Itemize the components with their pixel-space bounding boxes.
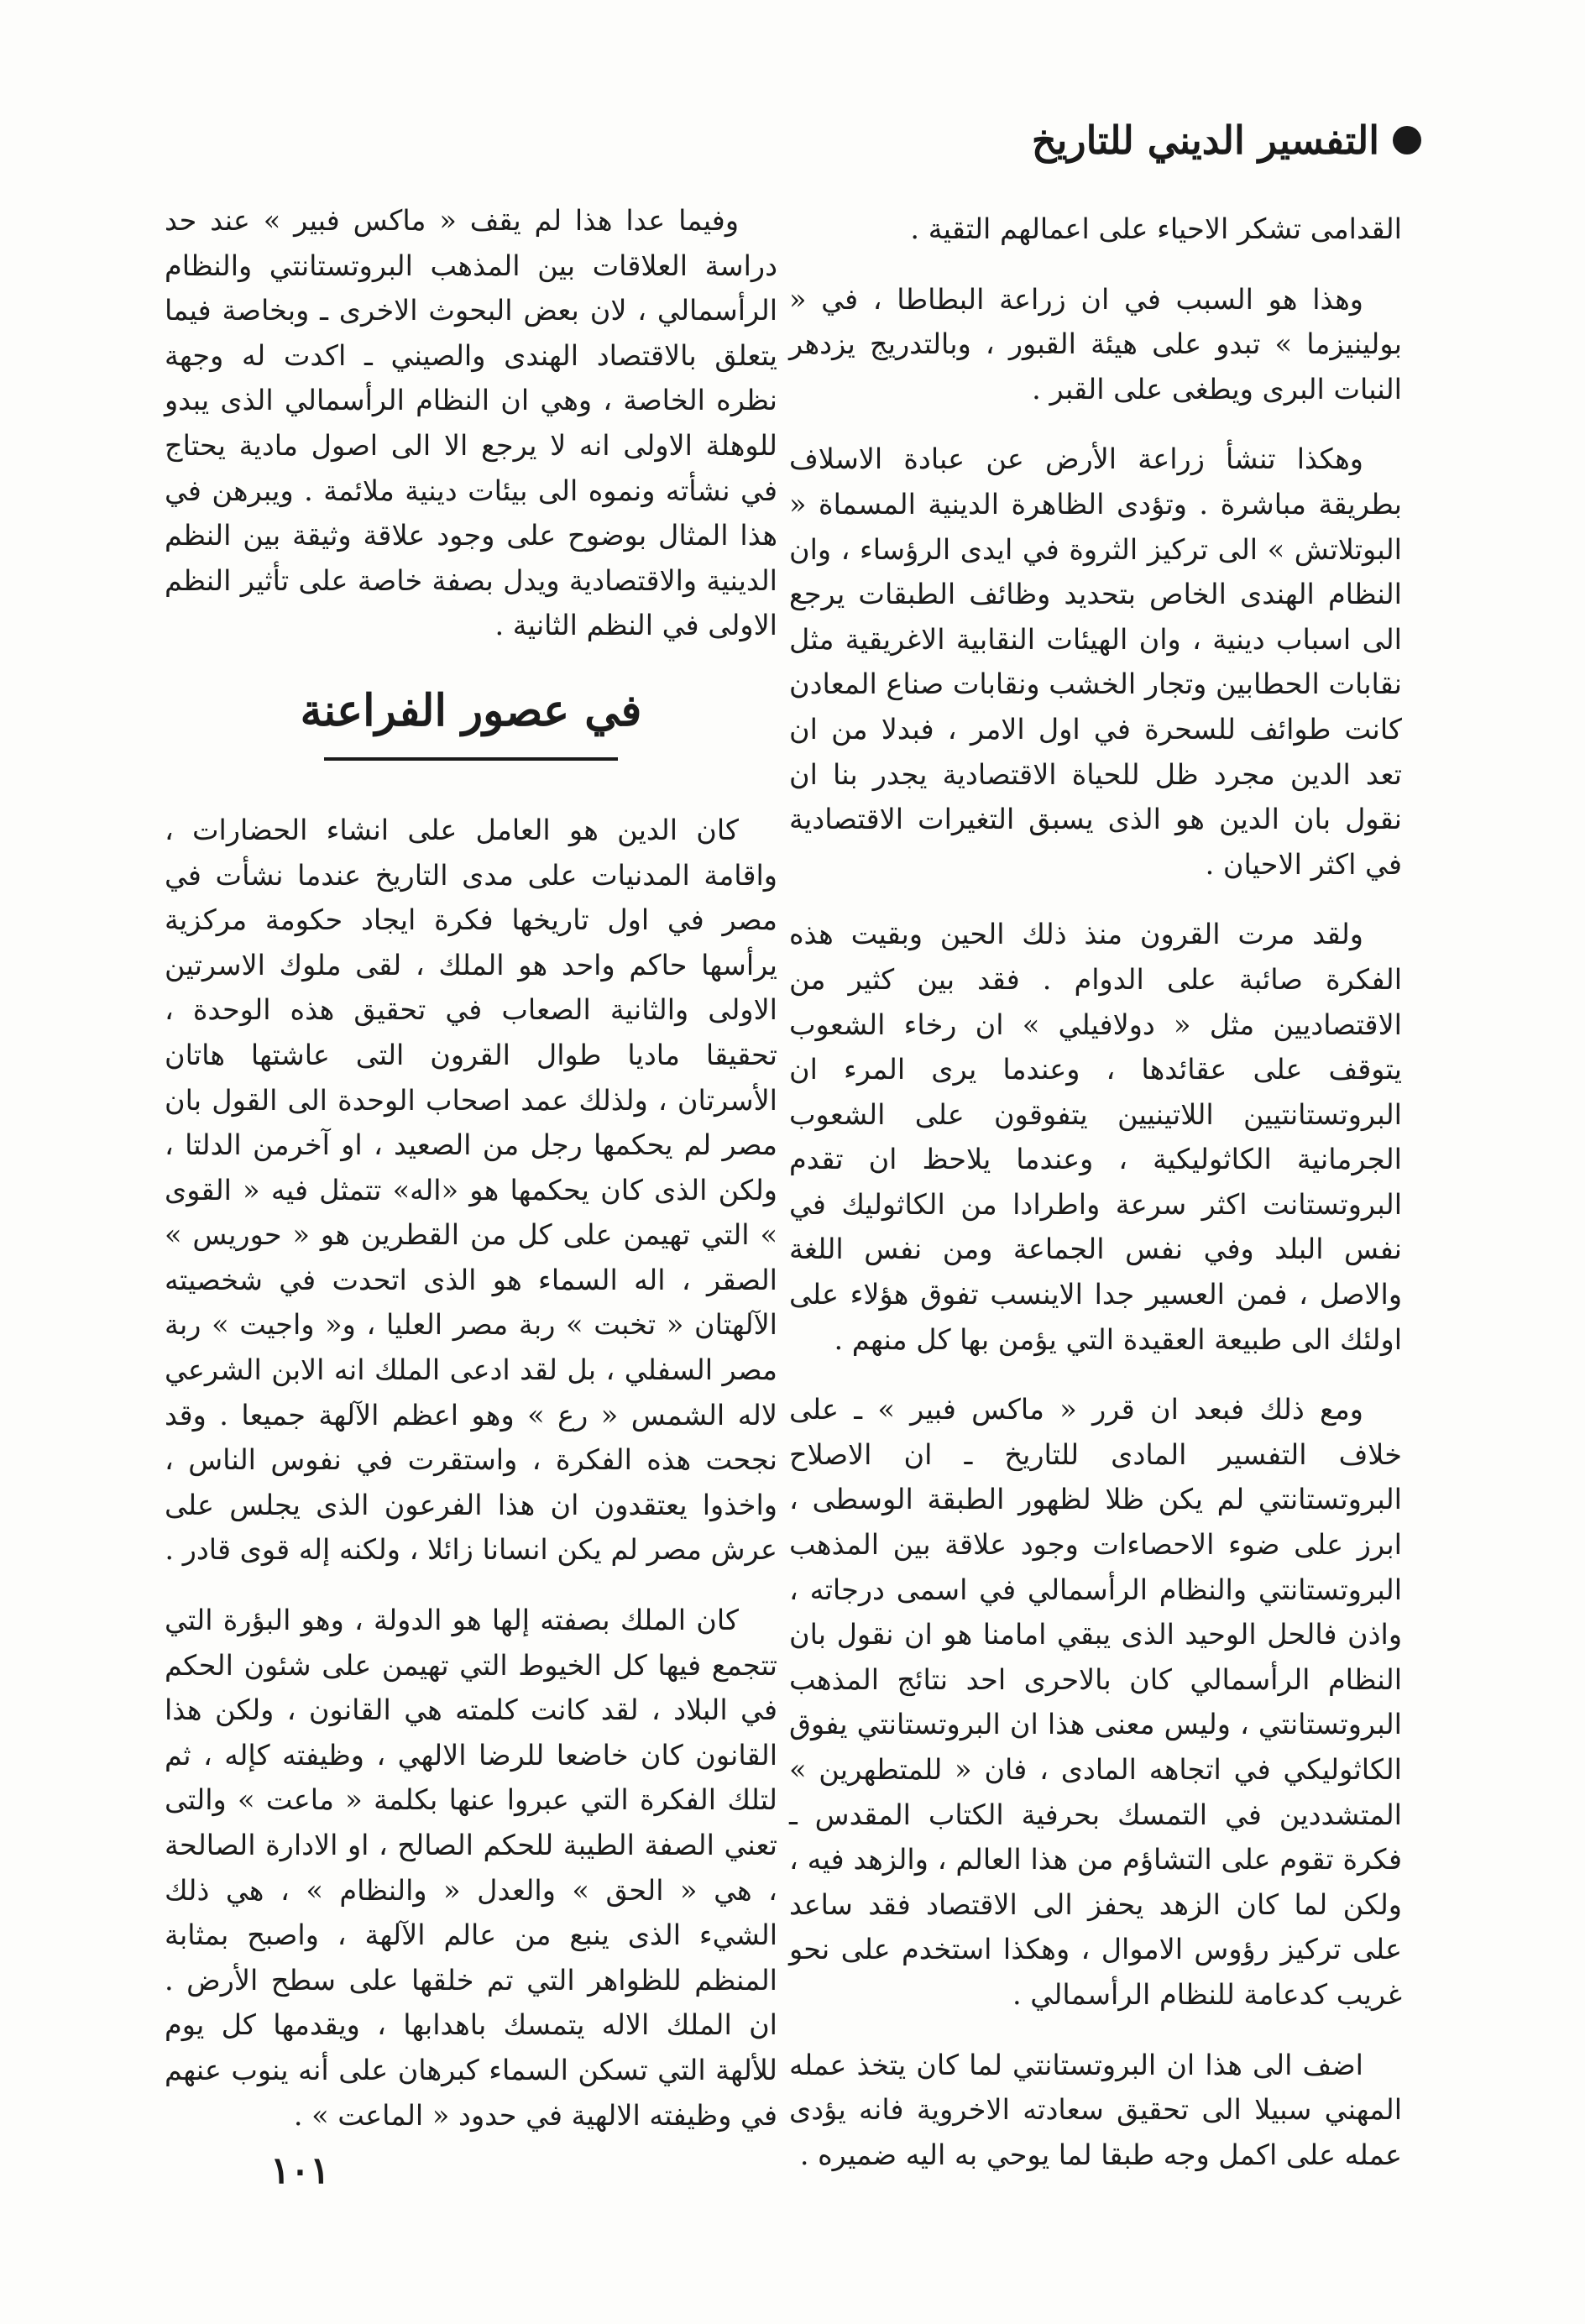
heading-underline (324, 757, 618, 761)
page-number: ١٠١ (270, 2149, 330, 2192)
body-paragraph: اضف الى هذا ان البروتستانتي لما كان يتخذ عمله المهني سبيلا الى تحقيق سعادته الاخروية فانه يؤدى عمله على اكمل وجه طبقا لما يوحي به اليه ضميره . (789, 2048, 1402, 2171)
section-heading: في عصور الفراعنة (300, 684, 642, 736)
running-header (1032, 118, 1421, 163)
body-paragraph: ولقد مرت القرون منذ ذلك الحين وبقيت هذه الفكرة صائبة على الدوام . فقد بين كثير من الاقتصاديين مثل « دولافيلي » ان رخاء الشعوب يتوقف على عقائدها ، وعندما يرى المرء ان البروتستانتيين اللاتينيين يتفوقون على الشعوب الجرمانية الكاثوليكية ، وعندما يلاحظ ان تقدم البروتستانت اكثر سرعة واطرادا من الكاثوليك في نفس البلد وفي نفس الجماعة ومن نفس اللغة والاصل ، فمن العسير جدا الاينسب تفوق هؤلاء على اولئك الى طبيعة العقيدة التي يؤمن بها كل منهم . (789, 918, 1402, 1356)
bullet-icon (1393, 126, 1421, 154)
body-paragraph: وهذا هو السبب في ان زراعة البطاطا ، في « بولينيزما » تبدو على هيئة القبور ، وبالتدريج يزدهر النبات البرى ويطغى على القبر . (789, 282, 1402, 406)
body-paragraph: كان الدين هو العامل على انشاء الحضارات ، واقامة المدنيات على مدى التاريخ عندما نشأت في مصر في اول تاريخها فكرة ايجاد حكومة مركزية يرأسها حاكم واحد هو الملك ، لقى ملوك الاسرتين الاولى والثانية الصعاب في تحقيق هذه الوحدة ، تحقيقا ماديا طوال القرون التى عاشتها هاتان الأسرتان ، ولذلك عمد اصحاب الوحدة الى القول بان مصر لم يحكمها رجل من الصعيد ، او آخرمن الدلتا ، ولكن الذى كان يحكمها هو «اله» تتمثل فيه « القوى » التي تهيمن على كل من القطرين هو « حوريس » الصقر ، اله السماء هو الذى اتحدت في شخصيته الآلهتان « تخبت » ربة مصر العليا ، و« واجيت » ربة مصر السفلي ، بل لقد ادعى الملك انه الابن الشرعي لاله الشمس « رع » وهو اعظم الآلهة جميعا . وقد نجحت هذه الفكرة ، واستقرت في نفوس الناس ، واخذوا يعتقدون ان هذا الفرعون الذى يجلس على عرش مصر لم يكن انسانا زائلا ، ولكنه إله قوى قادر . (165, 813, 777, 1567)
body-paragraph: وهكذا تنشأ زراعة الأرض عن عبادة الاسلاف بطريقة مباشرة . وتؤدى الظاهرة الدينية المسماة « البوتلاتش » الى تركيز الثروة في ايدى الرؤساء ، وان النظام الهندى الخاص بتحديد وظائف الطبقات يرجع الى اسباب دينية ، وان الهيئات النقابية الاغريقية مثل نقابات الحطابين وتجار الخشب ونقابات صناع المعادن كانت طوائف للسحرة في اول الامر ، فبدلا من ان تعد الدين مجرد ظل للحياة الاقتصادية يجدر بنا ان نقول بان الدين هو الذى يسبق التغيرات الاقتصادية في اكثر الاحيان . (789, 442, 1402, 881)
body-paragraph: كان الملك بصفته إلها هو الدولة ، وهو البؤرة التي تتجمع فيها كل الخيوط التي تهيمن على شئون الحكم في البلاد ، لقد كانت كلمته هي القانون ، ولكن هذا القانون كان خاضعا للرضا الالهي ، وظيفته كإله ، ثم لتلك الفكرة التي عبروا عنها بكلمة « ماعت » والتى تعني الصفة الطيبة للحكم الصالح ، او الادارة الصالحة ، هي « الحق » والعدل « والنظام » ، هي ذلك الشيء الذى ينبع من عالم الآلهة ، واصبح بمثابة المنظم للظواهر التي تم خلقها على سطح الأرض . ان الملك الاله يتمسك باهدابها ، ويقدمها كل يوم للألهة التي تسكن السماء كبرهان على أنه ينوب عنهم في وظيفته الالهية في حدود « الماعت » . (165, 1604, 777, 2132)
right-column (789, 207, 1402, 2202)
body-paragraph: وفيما عدا هذا لم يقف « ماكس فبير » عند حد دراسة العلاقات بين المذهب البروتستانتي والنظام الرأسمالي ، لان بعض البحوث الاخرى ـ وبخاصة فيما يتعلق بالاقتصاد الهندى والصيني ـ اكدت له وجهة نظره الخاصة ، وهي ان النظام الرأسمالي الذى يبدو للوهلة الاولى انه لا يرجع الا الى اصول مادية يحتاج في نشأته ونموه الى بيئات دينية ملائمة . ويبرهن في هذا المثال بوضوح على وجود علاقة وثيقة بين النظم الدينية والاقتصادية ويدل بصفة خاصة على تأثير النظم الاولى في النظم الثانية . (165, 204, 777, 642)
left-column (165, 198, 777, 2163)
body-paragraph: القدامى تشكر الاحياء على اعمالهم التقية . (910, 212, 1402, 245)
body-paragraph: ومع ذلك فبعد ان قرر « ماكس فبير » ـ على خلاف التفسير المادى للتاريخ ـ ان الاصلاح البروتستانتي لم يكن ظلا لظهور الطبقة الوسطى ، ابرز على ضوء الاحصاءات وجود علاقة بين المذهب البروتستانتي والنظام الرأسمالي في اسمى درجاته ، واذن فالحل الوحيد الذى يبقي امامنا هو ان نقول بان النظام الرأسمالي كان بالاحرى احد نتائج المذهب البروتستانتي ، وليس معنى هذا ان البروتستانتي يفوق الكاثوليكي في اتجاهه المادى ، فان « للمتطهرين » المتشددين في التمسك بحرفية الكتاب المقدس ـ فكرة تقوم على التشاؤم من هذا العالم ، والزهد فيه ، ولكن لما كان الزهد يحفز الى الاقتصاد فقد ساعد على تركيز رؤوس الاموال ، وهكذا استخدم على نحو غريب كدعامة للنظام الرأسمالي . (789, 1393, 1402, 2011)
running-header-title: التفسير الديني للتاريخ (1031, 118, 1379, 163)
